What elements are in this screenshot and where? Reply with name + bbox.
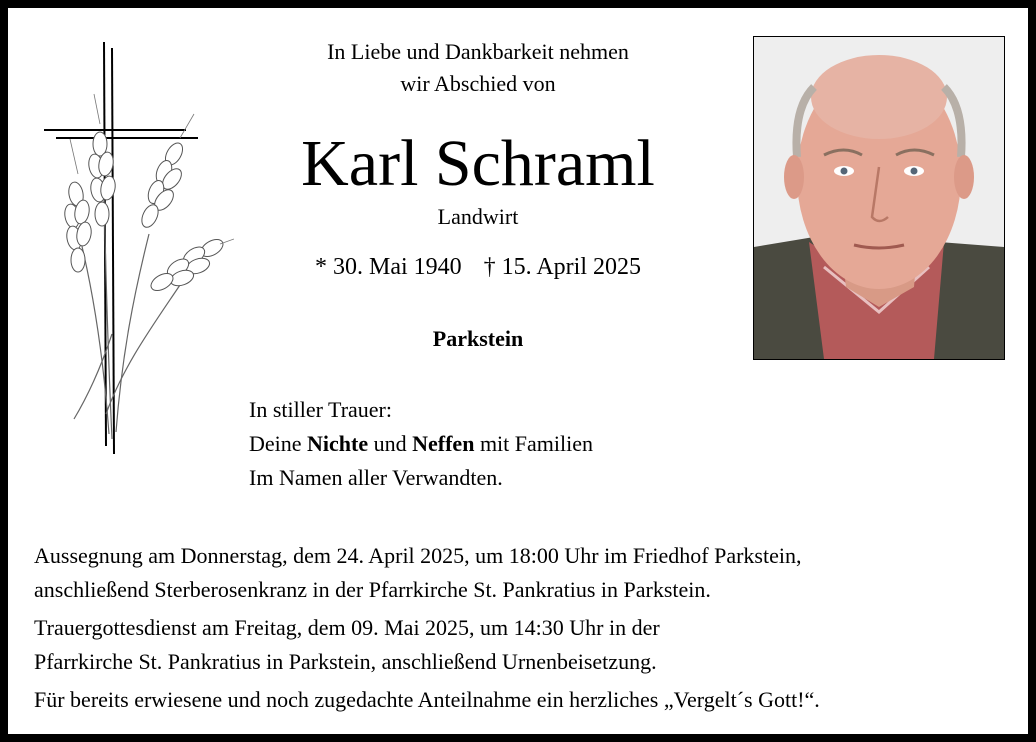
life-dates xyxy=(248,254,708,281)
birth-date: * 30. Mai 1940 xyxy=(314,254,462,280)
occupation: Landwirt xyxy=(437,204,519,229)
mourners-line-2: Im Namen aller Verwandten. xyxy=(249,465,503,490)
service-line-4: Pfarrkirche St. Pankratius in Parkstein, anschließend Urnenbeisetzung. xyxy=(34,649,657,674)
thanks-line: Für bereits erwiesene und noch zugedachte Anteilnahme ein herzliches „Vergelt´s Gott!“. xyxy=(34,687,820,712)
mourners-heading: In stiller Trauer: xyxy=(249,397,392,422)
mourners-text: und xyxy=(368,431,413,456)
intro-line-1: In Liebe und Dankbarkeit nehmen xyxy=(327,39,629,64)
service-line-2: anschließend Sterberosenkranz in der Pfarrkirche St. Pankratius in Parkstein. xyxy=(34,577,711,602)
mourners-niece: Nichte xyxy=(307,431,369,456)
mourners-line-1 xyxy=(249,427,593,461)
death-date: † 15. April 2025 xyxy=(483,254,641,280)
service-line-1: Aussegnung am Donnerstag, dem 24. April 2025, um 18:00 Uhr im Friedhof Parkstein, xyxy=(34,543,802,568)
intro-text xyxy=(248,36,708,100)
service-line-3: Trauergottesdienst am Freitag, dem 09. Mai 2025, um 14:30 Uhr in der xyxy=(34,615,660,640)
mourners-nephews: Neffen xyxy=(412,431,475,456)
cross-wheat-icon xyxy=(34,34,234,454)
place: Parkstein xyxy=(432,326,524,351)
intro-line-2: wir Abschied von xyxy=(400,71,556,96)
mourners-text: mit Familien xyxy=(474,431,593,456)
deceased-name: Karl Schraml xyxy=(301,127,655,200)
mourners-block xyxy=(249,393,593,495)
mourners-text: Deine xyxy=(249,431,308,456)
portrait-photo xyxy=(753,36,1005,360)
